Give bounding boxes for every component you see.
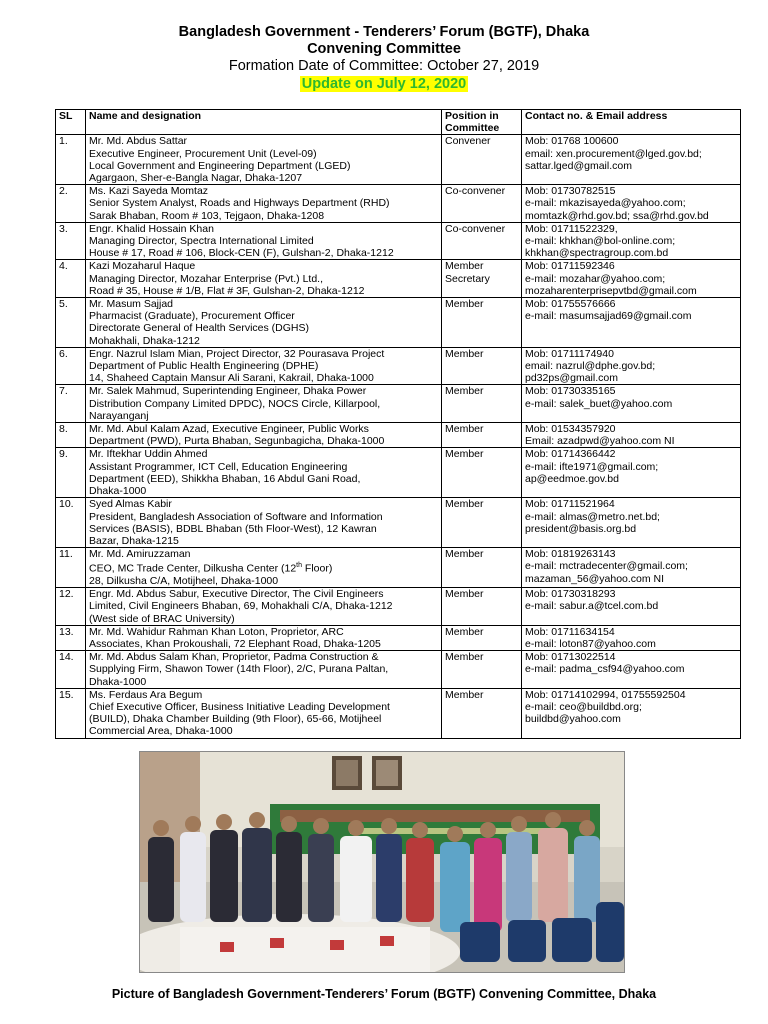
cell-position [442, 688, 522, 738]
table-row [56, 625, 741, 650]
table-row [56, 260, 741, 298]
cell-sl: 10. [56, 498, 86, 548]
name-line: Syed Almas Kabir [89, 498, 172, 511]
contact-line: Mob: 01711522329, [525, 222, 618, 235]
position-line: Member [445, 423, 484, 436]
ordinal-suffix: th [296, 562, 303, 570]
name-line: Kazi Mozaharul Haque [89, 260, 196, 273]
cell-name-designation [86, 135, 442, 185]
cell-position [442, 498, 522, 548]
position-line: Member [445, 625, 484, 638]
name-line: Mr. Masum Sajjad [89, 298, 174, 311]
contact-line: sattar.lged@gmail.com [525, 159, 632, 172]
name-line: Sarak Bhaban, Room # 103, Tejgaon, Dhaka-1208 [89, 209, 325, 222]
contact-line: Mob: 01730782515 [525, 185, 616, 198]
cell-name-designation [86, 548, 442, 588]
name-line: Ms. Kazi Sayeda Momtaz [89, 185, 209, 198]
cell-contact [522, 385, 741, 423]
table-row [56, 347, 741, 385]
cell-sl: 7. [56, 385, 86, 423]
cell-contact [522, 498, 741, 548]
name-text: CEO, MC Trade Center, Dilkusha Center (12 [89, 562, 297, 575]
position-line: Co-convener [445, 185, 506, 198]
cell-name-designation [86, 423, 442, 448]
name-line: President, Bangladesh Association of Software and Information [89, 510, 383, 523]
cell-contact [522, 588, 741, 626]
header-position-line: Committee [445, 122, 500, 135]
contact-line: e-mail: salek_buet@yahoo.com [525, 397, 673, 410]
position-line: Member [445, 260, 484, 273]
name-line: Commercial Area, Dhaka-1000 [89, 725, 233, 738]
name-line: Bazar, Dhaka-1215 [89, 534, 179, 547]
contact-line: e-mail: ifte1971@gmail.com; [525, 460, 659, 473]
contact-line: Mob: 01534357920 [525, 423, 616, 436]
contact-line: Mob: 01711174940 [525, 347, 614, 360]
cell-name-designation [86, 298, 442, 348]
cell-position [442, 423, 522, 448]
contact-line: email: nazrul@dphe.gov.bd; [525, 360, 656, 373]
position-line: Co-convener [445, 222, 506, 235]
name-line [89, 560, 438, 575]
contact-line: president@basis.org.bd [525, 522, 637, 535]
name-line: Chief Executive Officer, Business Initiative Leading Development [89, 701, 390, 714]
table-row [56, 548, 741, 588]
update-note: Update on July 12, 2020 [301, 76, 467, 92]
name-line: 14, Shaheed Captain Mansur Ali Sarani, Kakrail, Dhaka-1000 [89, 372, 374, 385]
cell-sl: 4. [56, 260, 86, 298]
cell-sl: 1. [56, 135, 86, 185]
committee-table-body [56, 135, 741, 738]
contact-line: Mob: 01713022514 [525, 651, 616, 664]
contact-line: e-mail: mctradecenter@gmail.com; [525, 560, 688, 573]
cell-contact [522, 260, 741, 298]
name-line: House # 17, Road # 106, Block-CEN (F), Gulshan-2, Dhaka-1212 [89, 247, 394, 260]
name-line: Engr. Khalid Hossain Khan [89, 222, 214, 235]
cell-sl: 13. [56, 625, 86, 650]
table-row [56, 588, 741, 626]
name-line: Associates, Khan Prokoushali, 72 Elephant Road, Dhaka-1205 [89, 638, 381, 651]
name-line: (BUILD), Dhaka Chamber Building (9th Floor), 65-66, Motijheel [89, 713, 382, 726]
cell-contact [522, 135, 741, 185]
cell-sl: 11. [56, 548, 86, 588]
contact-line: e-mail: mkazisayeda@yahoo.com; [525, 197, 686, 210]
cell-sl: 8. [56, 423, 86, 448]
position-line: Member [445, 548, 484, 561]
cell-name-designation [86, 688, 442, 738]
cell-name-designation [86, 385, 442, 423]
name-line: Mr. Md. Abdus Salam Khan, Proprietor, Padma Construction & [89, 651, 379, 664]
cell-contact [522, 548, 741, 588]
committee-table [55, 109, 741, 739]
name-line: Services (BASIS), BDBL Bhaban (5th Floor-West), 12 Kawran [89, 522, 377, 535]
cell-sl: 5. [56, 298, 86, 348]
name-line: Senior System Analyst, Roads and Highways Department (RHD) [89, 197, 390, 210]
header-position-line: Position in [445, 110, 499, 122]
document-subtitle: Convening Committee [307, 41, 461, 57]
contact-line: Mob: 01730318293 [525, 588, 616, 601]
position-line: Member [445, 588, 484, 601]
cell-position [442, 260, 522, 298]
cell-position [442, 588, 522, 626]
contact-line: e-mail: ceo@buildbd.org; [525, 701, 642, 714]
cell-name-designation [86, 185, 442, 223]
header-name: Name and designation [86, 110, 442, 135]
name-line: Ms. Ferdaus Ara Begum [89, 688, 203, 701]
contact-line: Mob: 01755576666 [525, 298, 616, 311]
contact-line: e-mail: mozahar@yahoo.com; [525, 272, 666, 285]
table-row [56, 298, 741, 348]
cell-contact [522, 298, 741, 348]
cell-contact [522, 423, 741, 448]
cell-contact [522, 625, 741, 650]
cell-position [442, 385, 522, 423]
cell-sl: 9. [56, 448, 86, 498]
name-line: 28, Dilkusha C/A, Motijheel, Dhaka-1000 [89, 575, 279, 588]
cell-sl: 12. [56, 588, 86, 626]
cell-sl: 6. [56, 347, 86, 385]
position-line: Member [445, 448, 484, 461]
name-line: Supplying Firm, Shawon Tower (14th Floor), 2/C, Purana Paltan, [89, 663, 389, 676]
cell-sl: 14. [56, 651, 86, 689]
contact-line: Mob: 01711521964 [525, 498, 615, 511]
name-line: Managing Director, Spectra International Limited [89, 235, 314, 248]
cell-position [442, 135, 522, 185]
name-line: Department (PWD), Purta Bhaban, Segunbagicha, Dhaka-1000 [89, 435, 385, 448]
table-row [56, 688, 741, 738]
cell-name-designation [86, 347, 442, 385]
table-row [56, 498, 741, 548]
cell-contact [522, 651, 741, 689]
name-line: Local Government and Engineering Department (LGED) [89, 159, 351, 172]
table-row [56, 385, 741, 423]
position-line: Member [445, 688, 484, 701]
document-header [0, 24, 768, 93]
cell-name-designation [86, 651, 442, 689]
name-line: Mr. Md. Abdus Sattar [89, 135, 188, 148]
position-line: Secretary [445, 272, 490, 285]
contact-line: momtazk@rhd.gov.bd; ssa@rhd.gov.bd [525, 209, 709, 222]
cell-name-designation [86, 222, 442, 260]
cell-contact [522, 448, 741, 498]
name-line: Directorate General of Health Services (DGHS) [89, 322, 309, 335]
formation-date: Formation Date of Committee: October 27, 2019 [228, 58, 540, 74]
name-line: Dhaka-1000 [89, 485, 147, 498]
cell-position [442, 222, 522, 260]
cell-contact [522, 222, 741, 260]
contact-line: Mob: 01711634154 [525, 625, 615, 638]
cell-sl: 2. [56, 185, 86, 223]
header-contact: Contact no. & Email address [522, 110, 741, 135]
name-line: Mr. Md. Abul Kalam Azad, Executive Engineer, Public Works [89, 423, 369, 436]
cell-name-designation [86, 625, 442, 650]
name-line: Engr. Md. Abdus Sabur, Executive Director, The Civil Engineers [89, 588, 384, 601]
name-line: Dhaka-1000 [89, 675, 147, 688]
name-line: Department of Public Health Engineering (DPHE) [89, 360, 319, 373]
position-line: Member [445, 347, 484, 360]
name-text: Floor) [302, 562, 333, 575]
name-line: Mr. Md. Wahidur Rahman Khan Loton, Proprietor, ARC [89, 625, 344, 638]
cell-name-designation [86, 448, 442, 498]
contact-line: ap@eedmoe.gov.bd [525, 472, 619, 485]
cell-name-designation [86, 498, 442, 548]
name-line: (West side of BRAC University) [89, 612, 235, 625]
name-line: Agargaon, Sher-e-Bangla Nagar, Dhaka-1207 [89, 172, 303, 185]
name-line: Pharmacist (Graduate), Procurement Officer [89, 310, 295, 323]
name-line: Assistant Programmer, ICT Cell, Education Engineering [89, 460, 348, 473]
cell-sl: 3. [56, 222, 86, 260]
document-title: Bangladesh Government - Tenderers’ Forum (BGTF), Dhaka [178, 24, 590, 40]
cell-name-designation [86, 260, 442, 298]
contact-line: Mob: 01768 100600 [525, 135, 619, 148]
cell-position [442, 448, 522, 498]
contact-line: mazaman_56@yahoo.com NI [525, 572, 665, 585]
name-line: Mr. Md. Amiruzzaman [89, 548, 191, 561]
cell-position [442, 548, 522, 588]
name-line: Managing Director, Mozahar Enterprise (Pvt.) Ltd., [89, 272, 324, 285]
name-line: Distribution Company Limited DPDC), NOCS Circle, Killarpool, [89, 397, 381, 410]
contact-line: e-mail: khkhan@bol-online.com; [525, 235, 676, 248]
contact-line: Mob: 01711592346 [525, 260, 615, 273]
name-line: Mr. Salek Mahmud, Superintending Engineer, Dhaka Power [89, 385, 367, 398]
position-line: Member [445, 298, 484, 311]
contact-line: e-mail: almas@metro.net.bd; [525, 510, 660, 523]
cell-position [442, 185, 522, 223]
cell-contact [522, 347, 741, 385]
contact-line: Mob: 01819263143 [525, 548, 616, 561]
committee-group-photo [139, 751, 625, 973]
table-row [56, 185, 741, 223]
name-line: Mohakhali, Dhaka-1212 [89, 334, 200, 347]
contact-line: Mob: 01730335165 [525, 385, 616, 398]
table-row [56, 423, 741, 448]
header-sl: SL [56, 110, 86, 135]
photo-caption: Picture of Bangladesh Government-Tenderers’ Forum (BGTF) Convening Committee, Dhaka [111, 987, 657, 1001]
cell-position [442, 347, 522, 385]
name-line: Narayanganj [89, 409, 149, 422]
contact-line: mozaharenterprisepvtbd@gmail.com [525, 284, 697, 297]
contact-line: email: xen.procurement@lged.gov.bd; [525, 147, 702, 160]
contact-line: e-mail: loton87@yahoo.com [525, 638, 656, 651]
name-line: Department (EED), Shikkha Bhaban, 16 Abdul Gani Road, [89, 472, 361, 485]
name-line: Road # 35, House # 1/B, Flat # 3F, Gulshan-2, Dhaka-1212 [89, 284, 365, 297]
cell-position [442, 651, 522, 689]
cell-sl: 15. [56, 688, 86, 738]
contact-line: Mob: 01714102994, 01755592504 [525, 688, 686, 701]
name-line: Limited, Civil Engineers Bhaban, 69, Mohakhali C/A, Dhaka-1212 [89, 600, 393, 613]
contact-line: e-mail: sabur.a@tcel.com.bd [525, 600, 659, 613]
position-line: Convener [445, 135, 491, 148]
position-line: Member [445, 385, 484, 398]
contact-line: e-mail: padma_csf94@yahoo.com [525, 663, 685, 676]
name-line: Engr. Nazrul Islam Mian, Project Director, 32 Pourasava Project [89, 347, 385, 360]
header-position [442, 110, 522, 135]
cell-position [442, 625, 522, 650]
contact-line: pd32ps@gmail.com [525, 372, 618, 385]
table-row [56, 448, 741, 498]
table-header-row [56, 110, 741, 135]
contact-line: Mob: 01714366442 [525, 448, 616, 461]
cell-contact [522, 185, 741, 223]
cell-name-designation [86, 588, 442, 626]
position-line: Member [445, 498, 484, 511]
cell-position [442, 298, 522, 348]
table-row [56, 135, 741, 185]
name-line: Executive Engineer, Procurement Unit (Level-09) [89, 147, 317, 160]
position-line: Member [445, 651, 484, 664]
table-row [56, 222, 741, 260]
contact-line: buildbd@yahoo.com [525, 713, 621, 726]
contact-line: Email: azadpwd@yahoo.com NI [525, 435, 675, 448]
cell-contact [522, 688, 741, 738]
contact-line: khkhan@spectragroup.com.bd [525, 247, 669, 260]
table-row [56, 651, 741, 689]
contact-line: e-mail: masumsajjad69@gmail.com [525, 310, 692, 323]
name-line: Mr. Iftekhar Uddin Ahmed [89, 448, 208, 461]
